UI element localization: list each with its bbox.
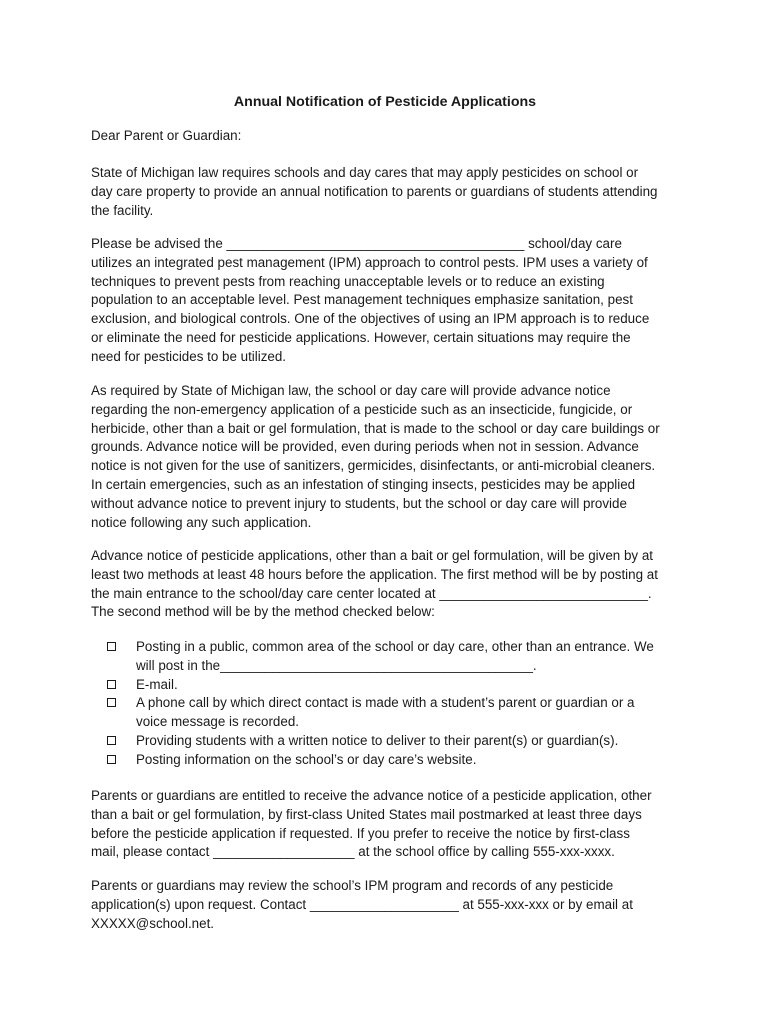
text-line: than a bait or gel formulation, by first-class United States mail postmarked at least three days [91, 806, 642, 822]
paragraph-mail-notice [91, 787, 691, 862]
text-line: Posting in a public, common area of the school or day care, other than an entrance. We [136, 639, 654, 654]
text-line: population to an acceptable level. Pest management techniques emphasize sanitation, pest [91, 292, 633, 308]
text-line: utilizes an integrated pest management (IPM) approach to control pests. IPM uses a variety of [91, 254, 648, 270]
text-line: the facility. [91, 202, 154, 218]
text-line: Parents or guardians may review the school’s IPM program and records of any pesticide [91, 878, 614, 893]
text-line: E-mail. [136, 676, 178, 692]
checklist-item-written-notice [107, 732, 687, 751]
text-line: voice message is recorded. [136, 714, 299, 730]
text-line: herbicide, other than a bait or gel formulation, that is made to the school or day care buildings or [91, 420, 660, 436]
text-line: or eliminate the need for pesticide applications. However, certain situations may require the [91, 329, 631, 345]
paragraph-notice-methods [91, 547, 691, 622]
text-line: Please be advised the ________________________________________ school/day care [91, 236, 622, 251]
text-line: need for pesticides to be utilized. [91, 348, 287, 364]
text-line: In certain emergencies, such as an infestation of stinging insects, pesticides may be applied [91, 476, 636, 492]
text-line: Advance notice of pesticide applications, other than a bait or gel formulation, will be given by at [91, 548, 653, 563]
text-line: XXXXX@school.net. [91, 915, 215, 931]
text-line: exclusion, and biological controls. One of the objectives of using an IPM approach is to reduce [91, 311, 650, 327]
checkbox[interactable] [107, 755, 116, 764]
paragraph-state-law [91, 164, 691, 220]
text-line: Posting information on the school’s or day care’s website. [136, 751, 477, 767]
text-line: Providing students with a written notice to deliver to their parent(s) or guardian(s). [136, 732, 619, 748]
text-line: without advance notice to prevent injury to students, but the school or day care will provide [91, 495, 627, 511]
checklist-item-website [107, 751, 687, 770]
text-line: The second method will be by the method checked below: [91, 604, 435, 620]
checklist-item-phone-call [107, 694, 687, 732]
text-line: State of Michigan law requires schools and day cares that may apply pesticides on school or [91, 165, 639, 180]
paragraph-advance-notice [91, 382, 691, 532]
text-line: before the pesticide application if requested. If you prefer to receive the notice by first-class [91, 825, 630, 841]
text-line: will post in the__________________________________________. [136, 657, 537, 673]
text-line: As required by State of Michigan law, the school or day care will provide advance notice [91, 383, 611, 398]
text-line: A phone call by which direct contact is made with a student’s parent or guardian or a [136, 695, 635, 711]
text-line: grounds. Advance notice will be provided, even during periods when not in session. Advance [91, 439, 639, 455]
salutation: Dear Parent or Guardian: [91, 128, 242, 143]
text-line: the main entrance to the school/day care center located at ____________________________. [91, 585, 652, 601]
text-line: notice is not given for the use of sanitizers, germicides, disinfectants, or anti-microbial cleaners. [91, 458, 656, 474]
text-line: least two methods at least 48 hours before the application. The first method will be by posting at [91, 566, 658, 582]
text-line: regarding the non-emergency application of a pesticide such as an insecticide, fungicide, or [91, 401, 633, 417]
text-line: day care property to provide an annual notification to parents or guardians of students attending [91, 183, 658, 199]
paragraph-ipm-approach [91, 235, 691, 367]
document-title: Annual Notification of Pesticide Applications [233, 94, 537, 110]
checkbox[interactable] [107, 698, 116, 707]
checklist-item-email [107, 676, 687, 695]
text-line: Parents or guardians are entitled to receive the advance notice of a pesticide application, other [91, 788, 652, 803]
text-line: mail, please contact ___________________ at the school office by calling 555-xxx-xxxx. [91, 844, 615, 860]
paragraph-ipm-records [91, 877, 691, 933]
text-line: notice following any such application. [91, 514, 312, 530]
checklist-item-common-area [107, 638, 687, 676]
text-line: application(s) upon request. Contact ____________________ at 555-xxx-xxx or by email at [91, 896, 633, 912]
notice-method-checklist [107, 638, 687, 770]
text-line: techniques to prevent pests from reaching unacceptable levels or to reduce an existing [91, 273, 605, 289]
checkbox[interactable] [107, 736, 116, 745]
checkbox[interactable] [107, 680, 116, 689]
checkbox[interactable] [107, 642, 116, 651]
